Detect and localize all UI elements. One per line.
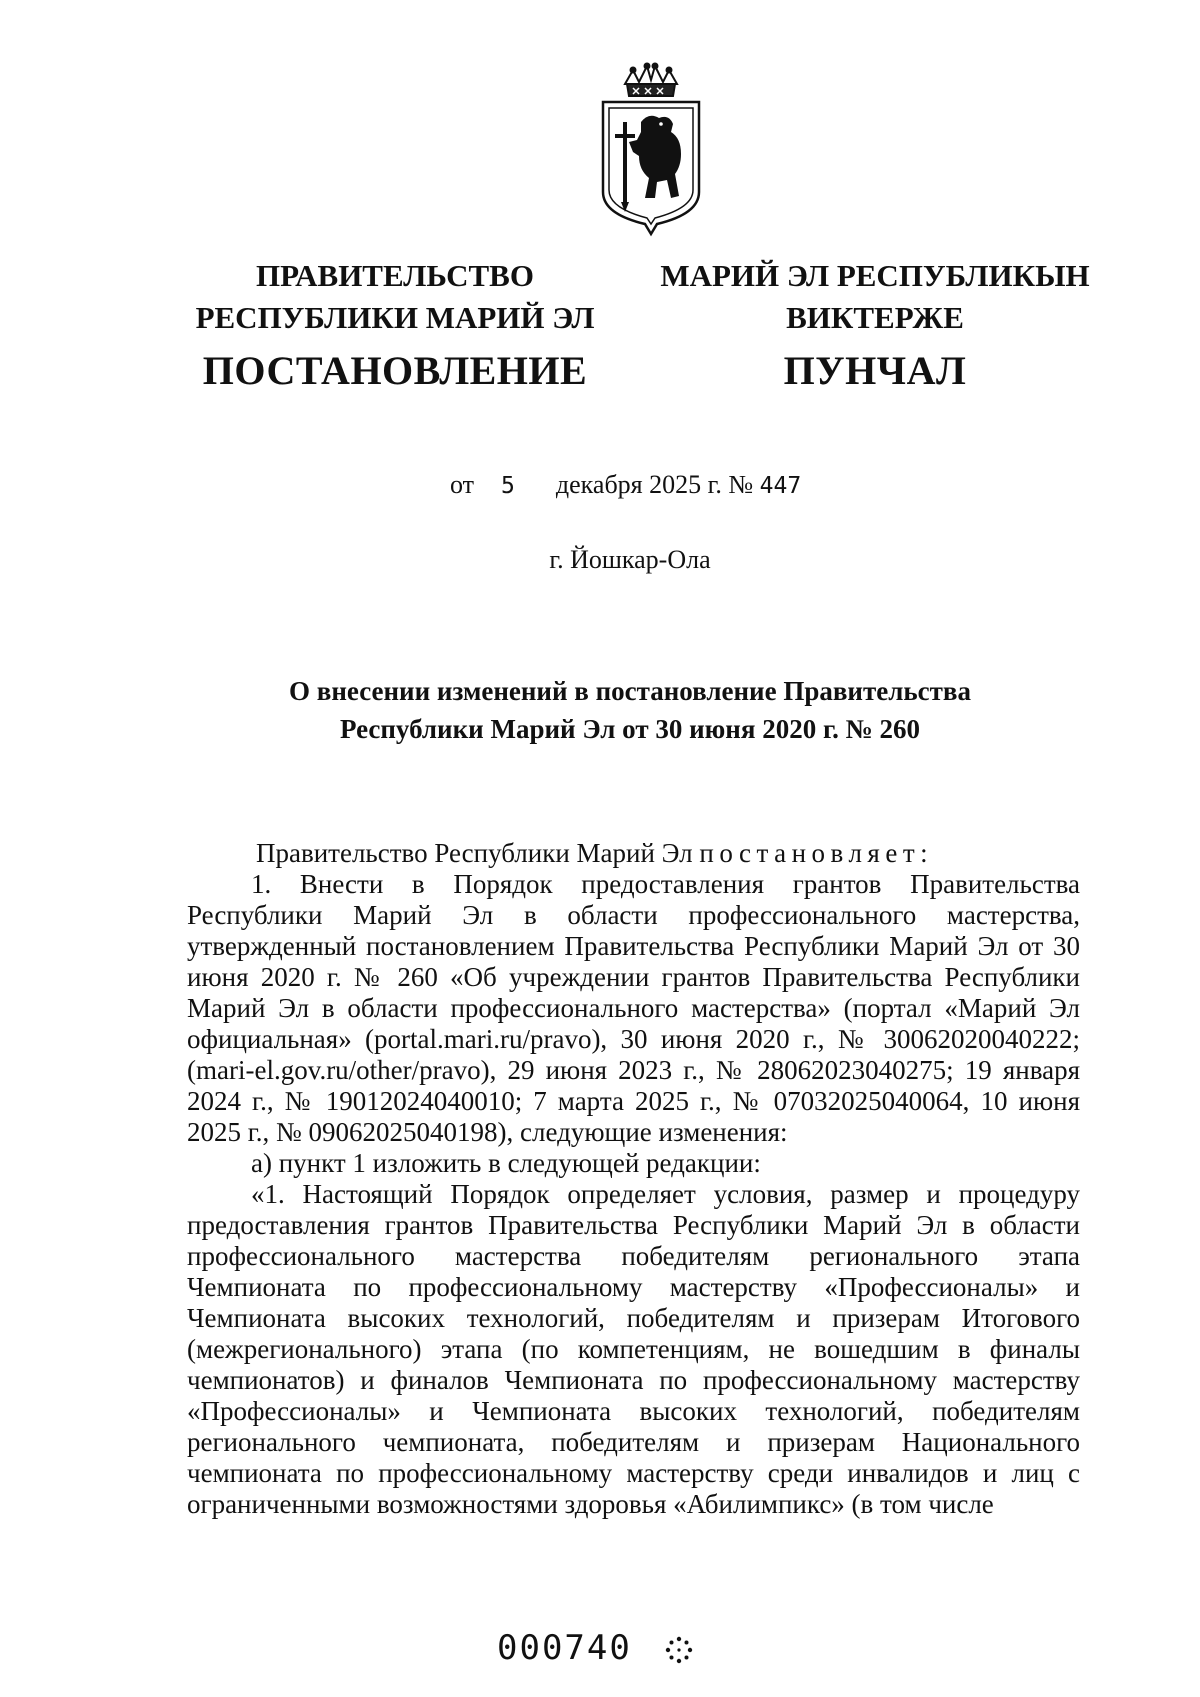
date-day: 5: [501, 473, 515, 499]
document-city: г. Йошкар-Ола: [549, 545, 711, 574]
footer-serial-number: 000740: [497, 1628, 632, 1668]
date-prefix: от: [450, 470, 475, 499]
header-left-block: [195, 255, 595, 397]
body-intro: [187, 838, 1080, 869]
body-intro-resolves: постановляет:: [699, 838, 934, 868]
header-right-block: [660, 255, 1090, 397]
document-body: [187, 838, 1080, 1520]
document-date-line: [450, 470, 801, 500]
body-paragraph-1: 1. Внести в Порядок предоставления грантов Правительства Республики Марий Эл в области профессионального мастерства, утвержденный постановлением Правительства Республики Марий Эл от 30 июня 2020 г. № 260 «Об учреждении грантов Правительства Республики Марий Эл в области профессионального мастерства» (портал «Марий Эл официальная» (portal.mari.ru/pravo), 30 июня 2020 г., № 30062020040222; (mari-el.gov.ru/other/pravo), 29 июня 2023 г., № 28062023040275; 19 января 2024 г., № 19012024040010; 7 марта 2025 г., № 07032025040064, 10 июня 2025 г., № 09062025040198), следующие изменения:: [187, 869, 1080, 1147]
body-paragraph-2: а) пункт 1 изложить в следующей редакции:: [251, 1148, 761, 1178]
header-right-line1: МАРИЙ ЭЛ РЕСПУБЛИКЫН: [660, 258, 1090, 293]
document-number: 447: [759, 473, 802, 499]
date-month-year: декабря 2025 г.: [555, 470, 722, 499]
body-paragraph-3: «1. Настоящий Порядок определяет условия, размер и процедуру предоставления грантов Правительства Республики Марий Эл в области профессионального мастерства победителям регионального этапа Чемпионата по профессиональному мастерству «Профессионалы» и Чемпионата высоких технологий, победителям и призерам Итогового (межрегионального) этапа (по компетенциям, не вошедшим в финалы чемпионатов) и финалов Чемпионата по профессиональному мастерству «Профессионалы» и Чемпионата высоких технологий, победителям регионального чемпионата, победителям и призерам Национального чемпионата по профессиональному мастерству среди инвалидов и лиц с ограниченными возможностями здоровья «Абилимпикс» (в том числе: [187, 1179, 1080, 1519]
coat-of-arms-emblem: [597, 62, 705, 238]
document-title-line1: О внесении изменений в постановление Правительства: [289, 676, 971, 706]
header-right-doc-type: ПУНЧАЛ: [783, 348, 967, 393]
document-title-line2: Республики Марий Эл от 30 июня 2020 г. № 260: [339, 714, 921, 744]
number-sign: №: [728, 470, 754, 499]
header-right-line2: ВИКТЕРЖЕ: [786, 300, 964, 335]
security-mark-icon: [664, 1635, 694, 1665]
body-intro-prefix: Правительство Республики Марий Эл: [256, 838, 693, 868]
header-left-line2: РЕСПУБЛИКИ МАРИЙ ЭЛ: [195, 300, 595, 335]
header-left-line1: ПРАВИТЕЛЬСТВО: [256, 258, 534, 293]
header-left-doc-type: ПОСТАНОВЛЕНИЕ: [202, 348, 588, 393]
document-title: [250, 672, 1010, 748]
